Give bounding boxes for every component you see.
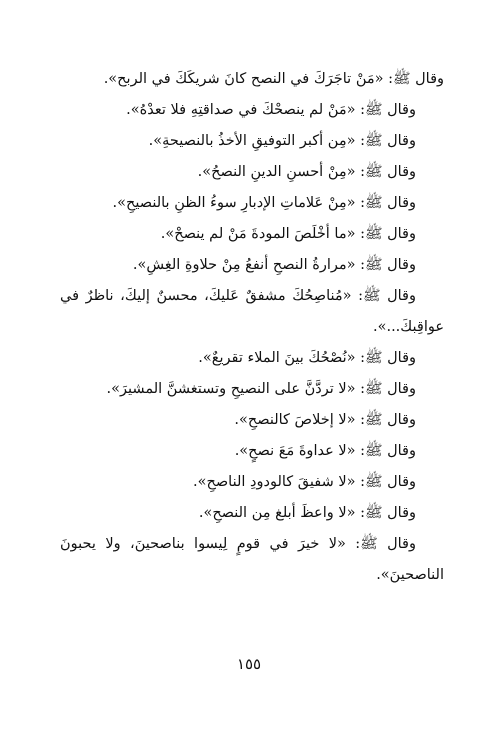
hadith-paragraph: وقال ﷺ: «مَنْ لم ينصحْكَ في صداقتِهِ فلا تعدْهُ». (126, 102, 416, 118)
page-number: ١٥٥ (236, 655, 262, 673)
hadith-paragraph: وقال ﷺ: «مِنْ عَلاماتِ الإدبارِ سوءُ الظنِ بالنصيحِ». (112, 195, 416, 211)
hadith-paragraph: وقال ﷺ: «لا إخلاصَ كالنصحِ». (234, 412, 416, 428)
hadith-paragraph: وقال ﷺ: «مُناصِحُكَ مشفقٌ عَليكَ، محسنٌ إليكَ، ناظرٌ في عواقِبكَ...». (60, 288, 444, 335)
hadith-paragraph: وقال ﷺ: «مرارةُ النصحِ أنفعُ مِنْ حلاوةِ الغِشِ». (132, 257, 416, 273)
hadith-paragraph: وقال ﷺ: «مِن أكبر التوفيقِ الأخذُ بالنصيحةِ». (148, 133, 416, 149)
hadith-paragraph: وقال ﷺ: «لا تردَّنَّ على النصيحِ وتستغشنَّ المشيرَ». (106, 381, 416, 397)
hadith-paragraph: وقال ﷺ: «لا خيرَ في قومٍ لِيسوا بناصحينَ، ولا يحبونَ الناصحينَ». (60, 536, 444, 583)
hadith-list (60, 64, 444, 591)
hadith-paragraph: وقال ﷺ: «نُصْحُكَ بينَ الملاء تقريعٌ». (198, 350, 416, 366)
hadith-paragraph: وقال ﷺ: «مِنْ أحسنِ الدينِ النصحُ». (197, 164, 416, 180)
hadith-paragraph: وقال ﷺ: «ما أخْلَصَ المودةَ مَنْ لم ينصحْ». (160, 226, 416, 242)
hadith-paragraph: وقال ﷺ: «لا عداوةَ مَعَ نصحٍ». (234, 443, 416, 459)
hadith-paragraph: وقال ﷺ: «مَنْ تاجَرَكَ في النصح كانَ شريكَكَ في الربح». (103, 71, 444, 87)
hadith-paragraph: وقال ﷺ: «لا واعظَ أبلغ مِن النصحِ». (198, 505, 416, 521)
hadith-paragraph: وقال ﷺ: «لا شفيقَ كالودودِ الناصحِ». (193, 474, 416, 490)
